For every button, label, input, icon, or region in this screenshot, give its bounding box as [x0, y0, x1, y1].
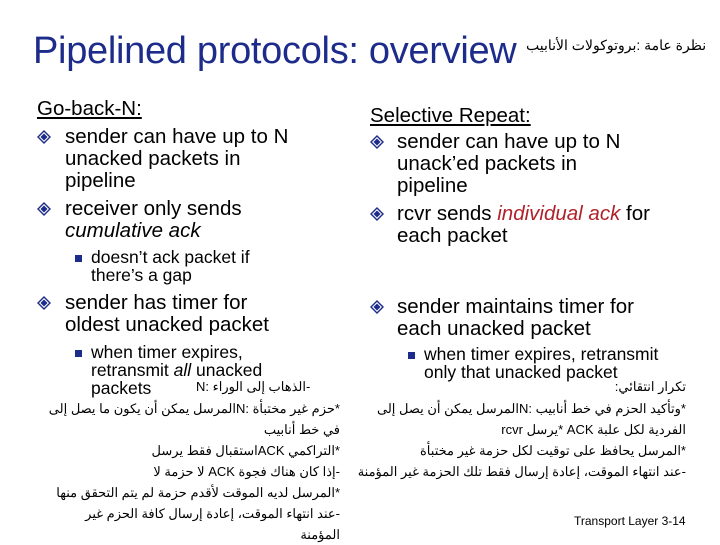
sr-arabic-translation: *وتأكيد الحزم في خط أنابيب :Nالمرسل يمكن أن يصل إلى الفردية لكل علبة ACK *يرسل rcvr *المرسل يحافظ على توقيت لكل حزمة غير مختبأة -عند انتهاء الموقت، إعادة إرسال فقط تلك الحزمة غير المؤمنة	[357, 401, 686, 479]
diamond-bullet-icon	[37, 296, 51, 310]
sr-sub-bullet-1: when timer expires, retransmit only that unacked packet	[424, 344, 659, 382]
sr-bullet-1: sender can have up to N unack’ed packets in pipeline	[397, 130, 621, 197]
gbn-arabic-translation: *حزم غير مختبأة :Nالمرسل يمكن أن يكون ما يصل إلى في خط أنابيب *التراكمي ACKاستقبال فقط يرسل -إذا كان هناك فجوة ACK لا حزمة لا *المرسل لديه الموقت لأقدم حزمة لم يتم التحقق منها -عند انتهاء الموقت، إعادة إرسال كافة الحزم غير المؤمنة	[48, 401, 340, 542]
square-bullet-icon	[75, 350, 82, 357]
diamond-bullet-icon	[370, 207, 384, 221]
gbn-arabic-inline: -الذهاب إلى الوراء :N	[196, 379, 311, 394]
slide-title-arabic: نظرة عامة :بروتوكولات الأنابيب	[526, 37, 707, 53]
gbn-sub-bullet-1: doesn’t ack packet if there’s a gap	[91, 247, 250, 285]
diamond-bullet-icon	[37, 130, 51, 144]
gbn-bullet-1: sender can have up to N unacked packets in pipeline	[65, 125, 289, 192]
diamond-bullet-icon	[370, 135, 384, 149]
slide-footer: Transport Layer 3-14	[574, 514, 686, 528]
square-bullet-icon	[408, 352, 415, 359]
diamond-bullet-icon	[37, 202, 51, 216]
sr-bullet-2: rcvr sends individual ack for each packet	[397, 202, 650, 247]
sr-arabic-heading: تكرار انتقائي:	[614, 379, 686, 394]
square-bullet-icon	[75, 255, 82, 262]
diamond-bullet-icon	[370, 300, 384, 314]
gbn-bullet-2: receiver only sends cumulative ack	[65, 197, 242, 242]
selective-repeat-heading: Selective Repeat:	[370, 104, 531, 127]
slide-title: Pipelined protocols: overview	[33, 30, 517, 72]
go-back-n-heading: Go-back-N:	[37, 97, 142, 120]
gbn-sub-bullet-2: when timer expires, retransmit all unacked packets	[91, 342, 263, 398]
gbn-bullet-3: sender has timer for oldest unacked packet	[65, 291, 269, 336]
sr-bullet-3: sender maintains timer for each unacked packet	[397, 295, 634, 340]
